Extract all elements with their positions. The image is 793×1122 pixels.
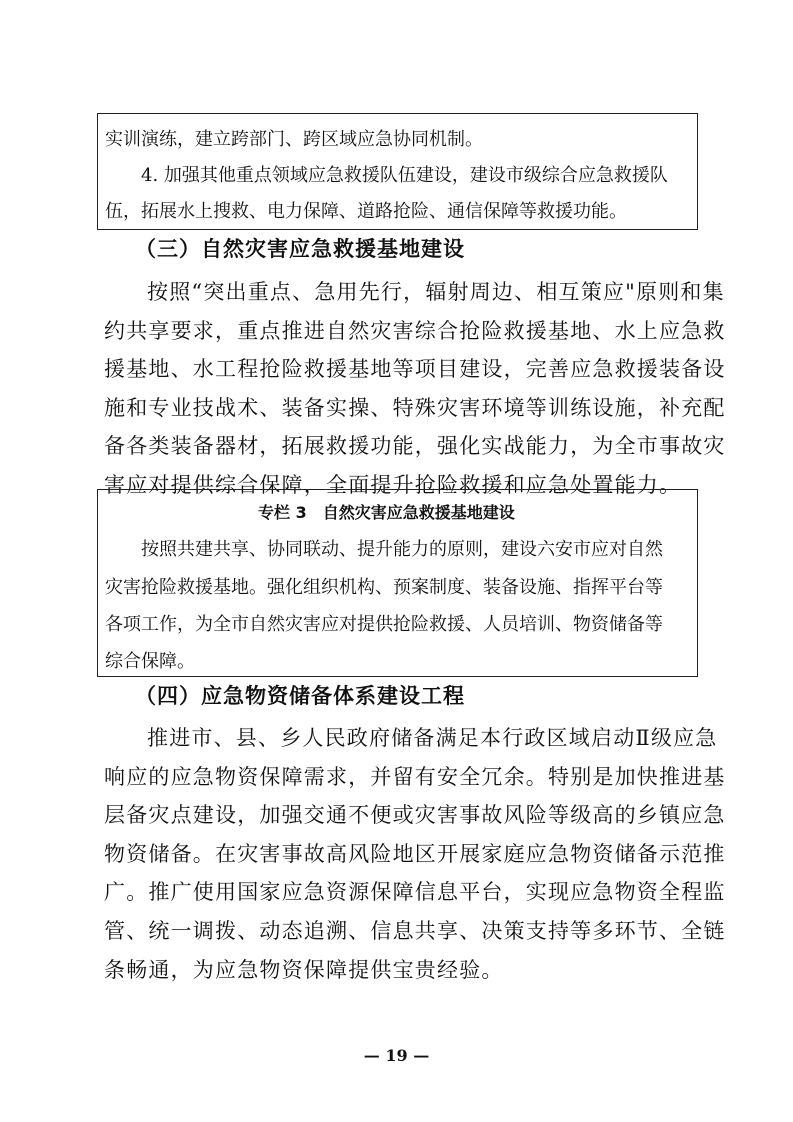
section-heading: （三）自然灾害应急救援基地建设	[135, 237, 465, 261]
paragraph-line: 援基地、水工程抢险救援基地等项目建设，完善应急救援装备设	[104, 357, 726, 381]
paragraph-line: 按照“突出重点、急用先行，辐射周边、相互策应"原则和集	[147, 280, 725, 304]
box2-line: 按照共建共享、协同联动、提升能力的原则，建设六安市应对自然	[141, 539, 663, 560]
paragraph-line: 害应对提供综合保障，全面提升抢险救援和应急处置能力。	[104, 473, 682, 497]
paragraph-line: 层备灾点建设，加强交通不便或灾害事故风险等级高的乡镇应急	[104, 803, 726, 827]
paragraph-line: 条畅通，为应急物资保障提供宝贵经验。	[104, 958, 504, 982]
paragraph-line: 约共享要求，重点推进自然灾害综合抢险救援基地、水上应急救	[104, 319, 726, 343]
box-title: 专栏 3 自然灾害应急救援基地建设	[258, 503, 515, 522]
box2-line: 综合保障。	[105, 651, 195, 672]
page-number: — 19 —	[363, 1046, 430, 1065]
paragraph-line: 备各类装备器材，拓展救援功能，强化实战能力，为全市事故灾	[104, 434, 726, 458]
box2-line: 各项工作，为全市自然灾害应对提供抢险救援、人员培训、物资储备等	[105, 614, 663, 635]
box1-line: 4. 加强其他重点领域应急救援队伍建设，建设市级综合应急救援队	[141, 165, 668, 186]
paragraph-line: 广。推广使用国家应急资源保障信息平台，实现应急物资全程监	[104, 880, 726, 904]
box1-line: 伍，拓展水上搜救、电力保障、道路抢险、通信保障等救援功能。	[105, 201, 627, 222]
paragraph-line: 管、统一调拨、动态追溯、信息共享、决策支持等多环节、全链	[104, 919, 726, 943]
paragraph-line: 推进市、县、乡人民政府储备满足本行政区域启动Ⅱ级应急	[147, 726, 718, 750]
box1-line: 实训演练，建立跨部门、跨区域应急协同机制。	[105, 129, 483, 150]
paragraph-line: 响应的应急物资保障需求，并留有安全冗余。特别是加快推进基	[104, 765, 726, 789]
paragraph-line: 物资储备。在灾害事故高风险地区开展家庭应急物资储备示范推	[104, 842, 726, 866]
box2-line: 灾害抢险救援基地。强化组织机构、预案制度、装备设施、指挥平台等	[105, 577, 663, 598]
paragraph-line: 施和专业技战术、装备实操、特殊灾害环境等训练设施，补充配	[104, 396, 726, 420]
section-heading: （四）应急物资储备体系建设工程	[135, 684, 465, 708]
